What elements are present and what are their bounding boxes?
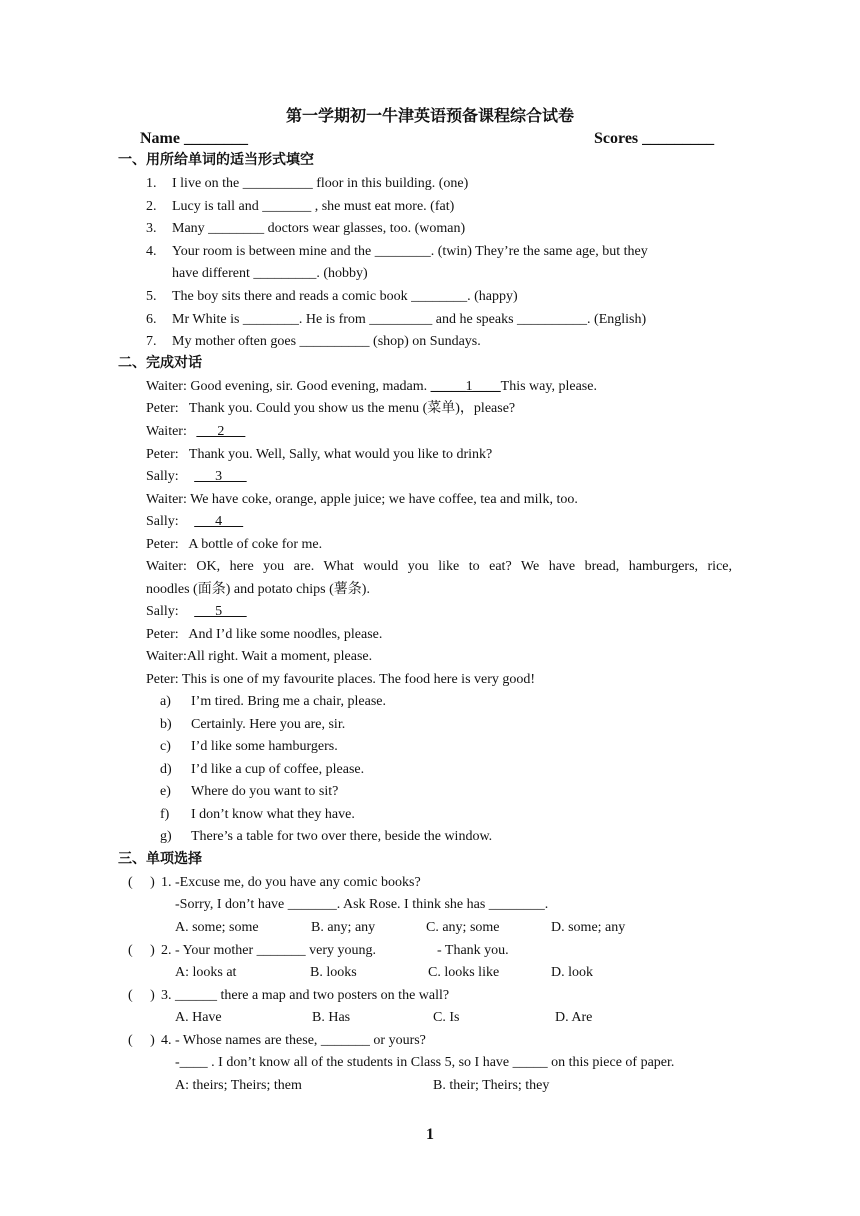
dialogue-line — [146, 468, 247, 486]
speaker-label: Waiter: — [146, 492, 187, 507]
option-text: I’m tired. Bring me a chair, please. — [191, 694, 386, 709]
option-letter: f) — [160, 807, 170, 822]
s1-item-text: My mother often goes __________ (shop) on Sundays. — [172, 334, 481, 349]
choice: A: theirs; Theirs; them — [175, 1078, 302, 1093]
speaker-label: Waiter: — [146, 649, 187, 664]
option-text: I’d like some hamburgers. — [191, 739, 338, 754]
option-letter: a) — [160, 694, 171, 709]
answer-blank: 4 — [194, 514, 244, 529]
speaker-label: Waiter: — [146, 424, 187, 439]
s1-item-text: Many ________ doctors wear glasses, too. (woman) — [172, 221, 466, 236]
dialogue-line — [146, 423, 245, 441]
answer-blank: 5 — [194, 604, 247, 619]
s1-item-number: 3. — [146, 221, 157, 236]
dialogue-line — [146, 400, 515, 418]
question-text: 1. -Excuse me, do you have any comic books? — [161, 875, 421, 890]
page-number: 1 — [426, 1126, 434, 1143]
s1-item-continuation: have different _________. (hobby) — [172, 266, 368, 281]
s1-item-number: 2. — [146, 199, 157, 214]
question-text: 2. - Your mother _______ very young. — [161, 943, 377, 958]
speaker-label: Sally: — [146, 514, 179, 529]
choice: D. Are — [555, 1010, 593, 1025]
s1-item-text: I live on the __________ floor in this building. (one) — [172, 176, 469, 191]
scores-field-label: Scores _________ — [594, 130, 715, 147]
s1-item-number: 6. — [146, 312, 157, 327]
s1-item-number: 5. — [146, 289, 157, 304]
speaker-label: Peter: — [146, 672, 179, 687]
dialogue-text: And I’d like some noodles, please. — [178, 627, 383, 642]
dialogue-text: Good evening, sir. Good evening, madam. — [190, 379, 431, 394]
speaker-label: Peter: — [146, 537, 179, 552]
speaker-label: Sally: — [146, 469, 179, 484]
option-letter: b) — [160, 717, 172, 732]
section-2-heading: 二、完成对话 — [118, 356, 202, 371]
option-text: Where do you want to sit? — [191, 784, 339, 799]
s1-item-text: The boy sits there and reads a comic book ________. (happy) — [172, 289, 518, 304]
dialogue-line — [146, 648, 372, 666]
s1-item-number: 1. — [146, 176, 157, 191]
dialogue-line — [146, 378, 597, 396]
dialogue-text: A bottle of coke for me. — [178, 537, 323, 552]
answer-blank: _____1____ — [430, 379, 501, 394]
speaker-label: Peter: — [146, 401, 179, 416]
option-letter: g) — [160, 829, 172, 844]
dialogue-line — [146, 603, 247, 621]
option-letter: e) — [160, 784, 171, 799]
answer-bracket: ( ) — [128, 875, 155, 890]
dialogue-text: This way, please. — [500, 379, 597, 394]
answer-bracket: ( ) — [128, 1033, 155, 1048]
name-field-label: Name ________ — [140, 130, 248, 147]
dialogue-line — [146, 491, 578, 509]
dialogue-text: OK, here you are. What would you like to eat? We have bread, hamburgers, rice, — [196, 559, 732, 574]
answer-bracket: ( ) — [128, 988, 155, 1003]
speaker-label: Waiter: — [146, 379, 187, 394]
dialogue-text: All right. Wait a moment, please. — [186, 649, 373, 664]
speaker-label: Sally: — [146, 604, 179, 619]
choice: C. looks like — [428, 965, 500, 980]
choice: B. their; Theirs; they — [433, 1078, 550, 1093]
question-text-line2: -____ . I don’t know all of the students in Class 5, so I have _____ on this piece of paper. — [175, 1055, 675, 1070]
choice: B. Has — [312, 1010, 351, 1025]
dialogue-text: Thank you. Well, Sally, what would you like to drink? — [178, 447, 493, 462]
choice: D. look — [551, 965, 593, 980]
question-text: 4. - Whose names are these, _______ or yours? — [161, 1033, 426, 1048]
question-reply: - Thank you. — [437, 943, 509, 958]
dialogue-line — [146, 671, 535, 689]
section-3-heading: 三、单项选择 — [118, 852, 202, 867]
question-text-line2: -Sorry, I don’t have _______. Ask Rose. I think she has ________. — [175, 897, 549, 912]
dialogue-text: Thank you. Could you show us the menu (菜单)，please? — [178, 401, 516, 416]
speaker-label: Waiter: — [146, 559, 187, 574]
speaker-label: Peter: — [146, 627, 179, 642]
option-text: There’s a table for two over there, beside the window. — [191, 829, 493, 844]
speaker-label: Peter: — [146, 447, 179, 462]
dialogue-text: We have coke, orange, apple juice; we have coffee, tea and milk, too. — [190, 492, 578, 507]
dialogue-line — [146, 446, 492, 464]
option-text: I’d like a cup of coffee, please. — [191, 762, 365, 777]
dialogue-line — [146, 536, 322, 554]
dialogue-line — [146, 513, 243, 531]
s1-item-number: 4. — [146, 244, 157, 259]
choice: B. looks — [310, 965, 357, 980]
option-text: I don’t know what they have. — [191, 807, 355, 822]
choice: A. Have — [175, 1010, 222, 1025]
answer-blank: 3 — [194, 469, 247, 484]
choice: B. any; any — [311, 920, 376, 935]
s1-item-number: 7. — [146, 334, 157, 349]
choice: A: looks at — [175, 965, 237, 980]
choice: C. any; some — [426, 920, 500, 935]
dialogue-line — [146, 626, 382, 644]
choice: C. Is — [433, 1010, 460, 1025]
answer-blank: 2 — [196, 424, 246, 439]
choice: D. some; any — [551, 920, 626, 935]
option-letter: d) — [160, 762, 172, 777]
dialogue-line — [146, 558, 732, 576]
page-title: 第一学期初一牛津英语预备课程综合试卷 — [285, 108, 574, 125]
dialogue-continuation: noodles (面条) and potato chips (薯条). — [146, 582, 370, 597]
question-text: 3. ______ there a map and two posters on the wall? — [161, 988, 450, 1003]
section-1-heading: 一、用所给单词的适当形式填空 — [118, 153, 314, 168]
answer-bracket: ( ) — [128, 943, 155, 958]
option-letter: c) — [160, 739, 171, 754]
choice: A. some; some — [175, 920, 259, 935]
s1-item-text: Lucy is tall and _______ , she must eat more. (fat) — [172, 199, 455, 214]
option-text: Certainly. Here you are, sir. — [191, 717, 346, 732]
dialogue-text: This is one of my favourite places. The food here is very good! — [181, 672, 536, 687]
s1-item-text: Your room is between mine and the ________. (twin) They’re the same age, but they — [172, 244, 648, 259]
s1-item-text: Mr White is ________. He is from _________ and he speaks __________. (English) — [172, 312, 647, 327]
